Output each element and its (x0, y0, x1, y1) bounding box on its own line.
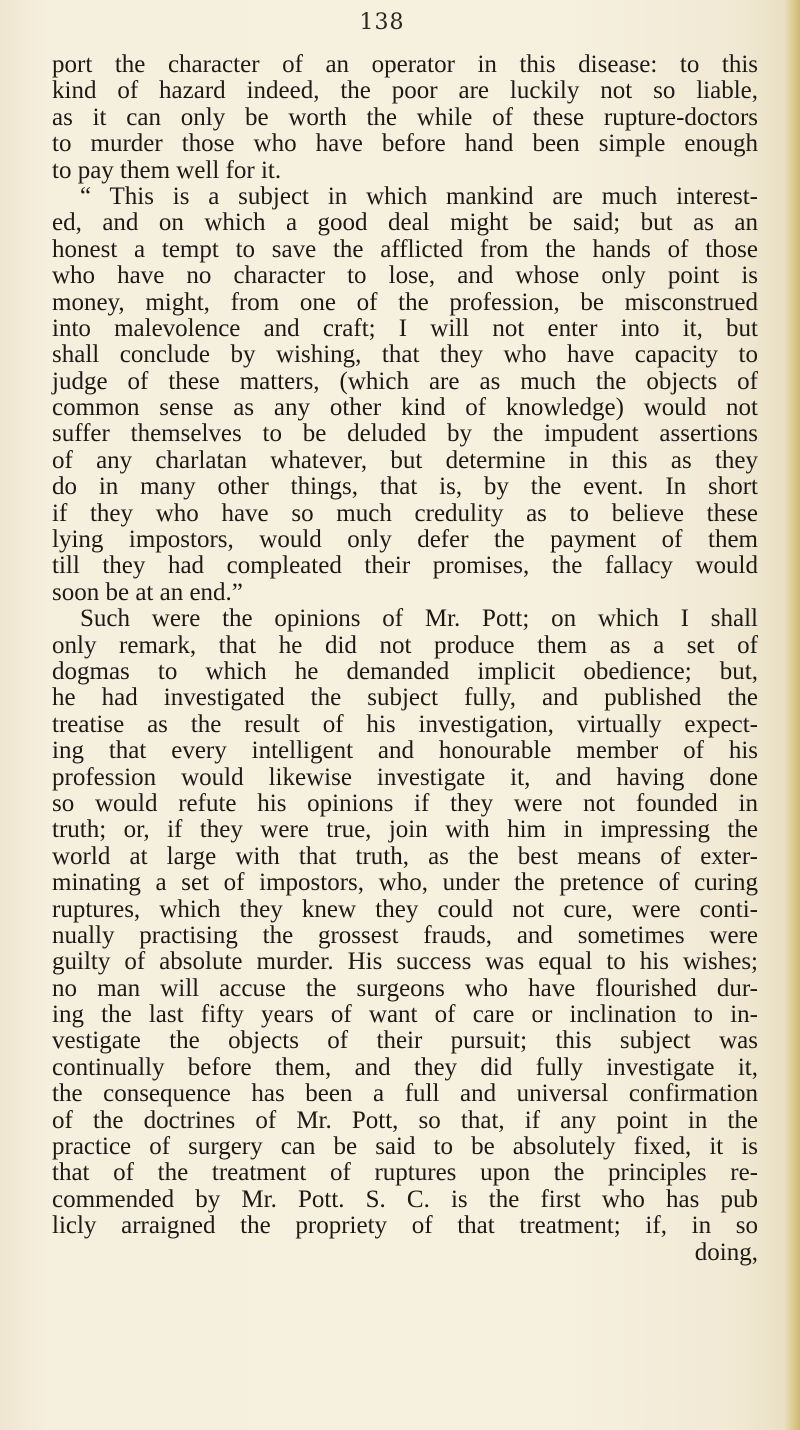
page-spine-shadow (784, 0, 800, 1430)
catchword: doing, (694, 1238, 758, 1266)
text-line: soon be at an end.” (52, 578, 243, 606)
text-line: world at large with that truth, as the best means of exter- (52, 842, 758, 870)
text-line: shall conclude by wishing, that they who have capacity to (52, 341, 758, 369)
body-text (52, 52, 758, 1266)
text-line: judge of these matters, (which are as much the objects of (52, 367, 758, 395)
text-line: vestigate the objects of their pursuit; this subject was (52, 1027, 758, 1055)
text-line: nually practising the grossest frauds, and sometimes were (52, 921, 758, 949)
text-line: the consequence has been a full and universal confirmation (52, 1080, 758, 1108)
text-line: ed, and on which a good deal might be said; but as an (52, 209, 758, 237)
text-line: who have no character to lose, and whose only point is (52, 262, 758, 290)
text-line: he had investigated the subject fully, and published the (52, 684, 758, 712)
text-line: kind of hazard indeed, the poor are luckily not so liable, (52, 77, 758, 105)
text-line: to pay them well for it. (52, 156, 282, 184)
text-line: ruptures, which they knew they could not cure, were conti- (52, 895, 758, 923)
text-line: profession would likewise investigate it, and having done (52, 763, 758, 791)
text-line: do in many other things, that is, by the event. In short (52, 473, 758, 501)
text-line: “ This is a subject in which mankind are much interest- (80, 182, 758, 210)
text-line: to murder those who have before hand been simple enough (52, 130, 758, 158)
text-line: no man will accuse the surgeons who have flourished dur- (52, 974, 758, 1002)
text-line: guilty of absolute murder. His success was equal to his wishes; (52, 948, 758, 976)
text-line: money, might, from one of the profession, be misconstrued (52, 288, 758, 316)
text-line: licly arraigned the propriety of that treatment; if, in so (52, 1212, 758, 1240)
text-line: continually before them, and they did fully investigate it, (52, 1053, 758, 1081)
text-line: of any charlatan whatever, but determine in this as they (52, 446, 758, 474)
text-line: port the character of an operator in this disease: to this (52, 51, 758, 78)
text-line: that of the treatment of ruptures upon the principles re- (52, 1159, 758, 1187)
text-line: till they had compleated their promises, the fallacy would (52, 552, 758, 580)
text-line: suffer themselves to be deluded by the impudent assertions (52, 420, 758, 448)
text-line: treatise as the result of his investigation, virtually expect- (52, 710, 758, 738)
page-number: 138 (359, 10, 405, 35)
text-line: dogmas to which he demanded implicit obedience; but, (52, 657, 758, 685)
text-line: as it can only be worth the while of these rupture-doctors (52, 103, 758, 131)
text-line: into malevolence and craft; I will not enter into it, but (52, 314, 758, 342)
text-line: practice of surgery can be said to be absolutely fixed, it is (52, 1133, 758, 1161)
text-line: minating a set of impostors, who, under the pretence of curing (52, 869, 758, 897)
text-line: lying impostors, would only defer the payment of them (52, 526, 758, 554)
text-line: so would refute his opinions if they were not founded in (52, 789, 758, 817)
text-line: ing the last fifty years of want of care or inclination to in- (52, 1001, 758, 1029)
text-line: if they who have so much credulity as to believe these (52, 499, 758, 527)
text-line: of the doctrines of Mr. Pott, so that, if any point in the (52, 1106, 758, 1134)
text-line: ing that every intelligent and honourable member of his (52, 737, 758, 765)
text-line: Such were the opinions of Mr. Pott; on which I shall (80, 605, 758, 633)
text-line: commended by Mr. Pott. S. C. is the first who has pub (52, 1185, 758, 1213)
text-line: truth; or, if they were true, join with him in impressing the (52, 816, 758, 844)
text-line: common sense as any other kind of knowledge) would not (52, 394, 758, 422)
text-line: honest a tempt to save the afflicted from the hands of those (52, 235, 758, 263)
text-line: only remark, that he did not produce them as a set of (52, 631, 758, 659)
